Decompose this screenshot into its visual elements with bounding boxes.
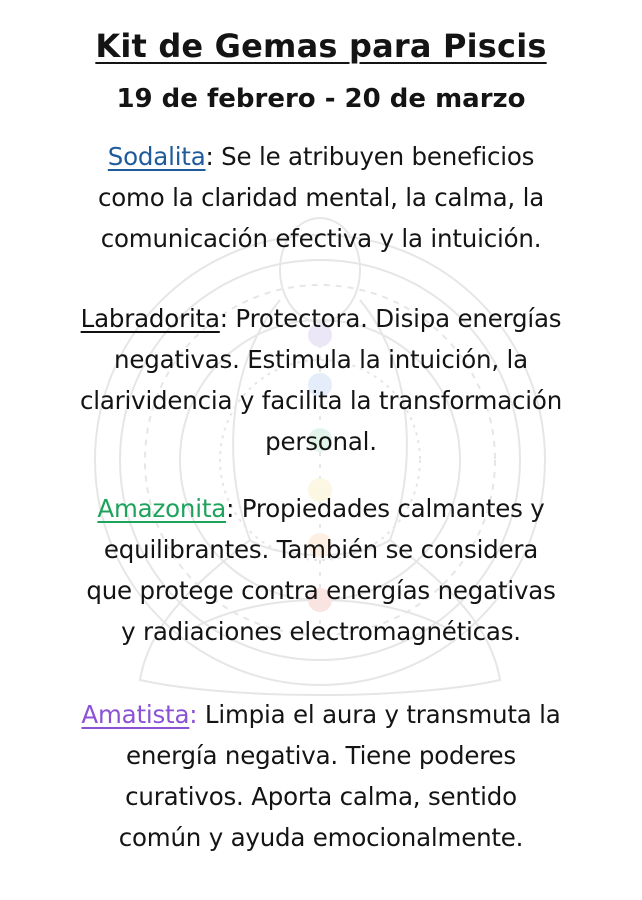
gem-labradorita xyxy=(22,298,620,462)
gem-description-line: Limpia el aura y transmuta la xyxy=(197,700,561,729)
gem-description-line: Se le atribuyen beneficios xyxy=(213,142,535,171)
gem-sodalita xyxy=(22,136,620,259)
gem-description-line: curativos. Aporta calma, sentido xyxy=(125,782,517,811)
gem-description-line: como la claridad mental, la calma, la xyxy=(97,183,545,212)
gem-description-line: común y ayuda emocionalmente. xyxy=(118,823,524,852)
gem-description-line: clarividencia y facilita la transformación xyxy=(79,386,563,415)
gem-separator: : xyxy=(226,494,235,523)
gem-description-line: personal. xyxy=(265,427,377,456)
gem-name-sodalita: Sodalita xyxy=(107,142,206,171)
gem-separator: : xyxy=(219,304,228,333)
page-title: Kit de Gemas para Piscis xyxy=(95,27,547,65)
gem-description-line: comunicación efectiva y la intuición. xyxy=(100,224,542,253)
gem-separator-colored: : xyxy=(189,700,198,729)
gem-description-line: Propiedades calmantes y xyxy=(234,494,545,523)
gem-description-line: y radiaciones electromagnéticas. xyxy=(121,617,521,646)
gem-description-line: energía negativa. Tiene poderes xyxy=(126,741,516,770)
gem-description-line: negativas. Estimula la intuición, la xyxy=(114,345,528,374)
gem-description-line: equilibrantes. También se considera xyxy=(103,535,539,564)
gem-name-labradorita: Labradorita xyxy=(80,304,220,333)
gem-amazonita xyxy=(22,488,620,652)
gem-name-amazonita: Amazonita xyxy=(97,494,227,523)
gem-description-line: Protectora. Disipa energías xyxy=(227,304,562,333)
date-range-subtitle: 19 de febrero - 20 de marzo xyxy=(116,84,526,114)
gem-separator: : xyxy=(205,142,214,171)
gem-name-amatista: Amatista xyxy=(81,700,190,729)
gem-description-line: que protege contra energías negativas xyxy=(86,576,556,605)
gem-amatista xyxy=(22,694,620,858)
